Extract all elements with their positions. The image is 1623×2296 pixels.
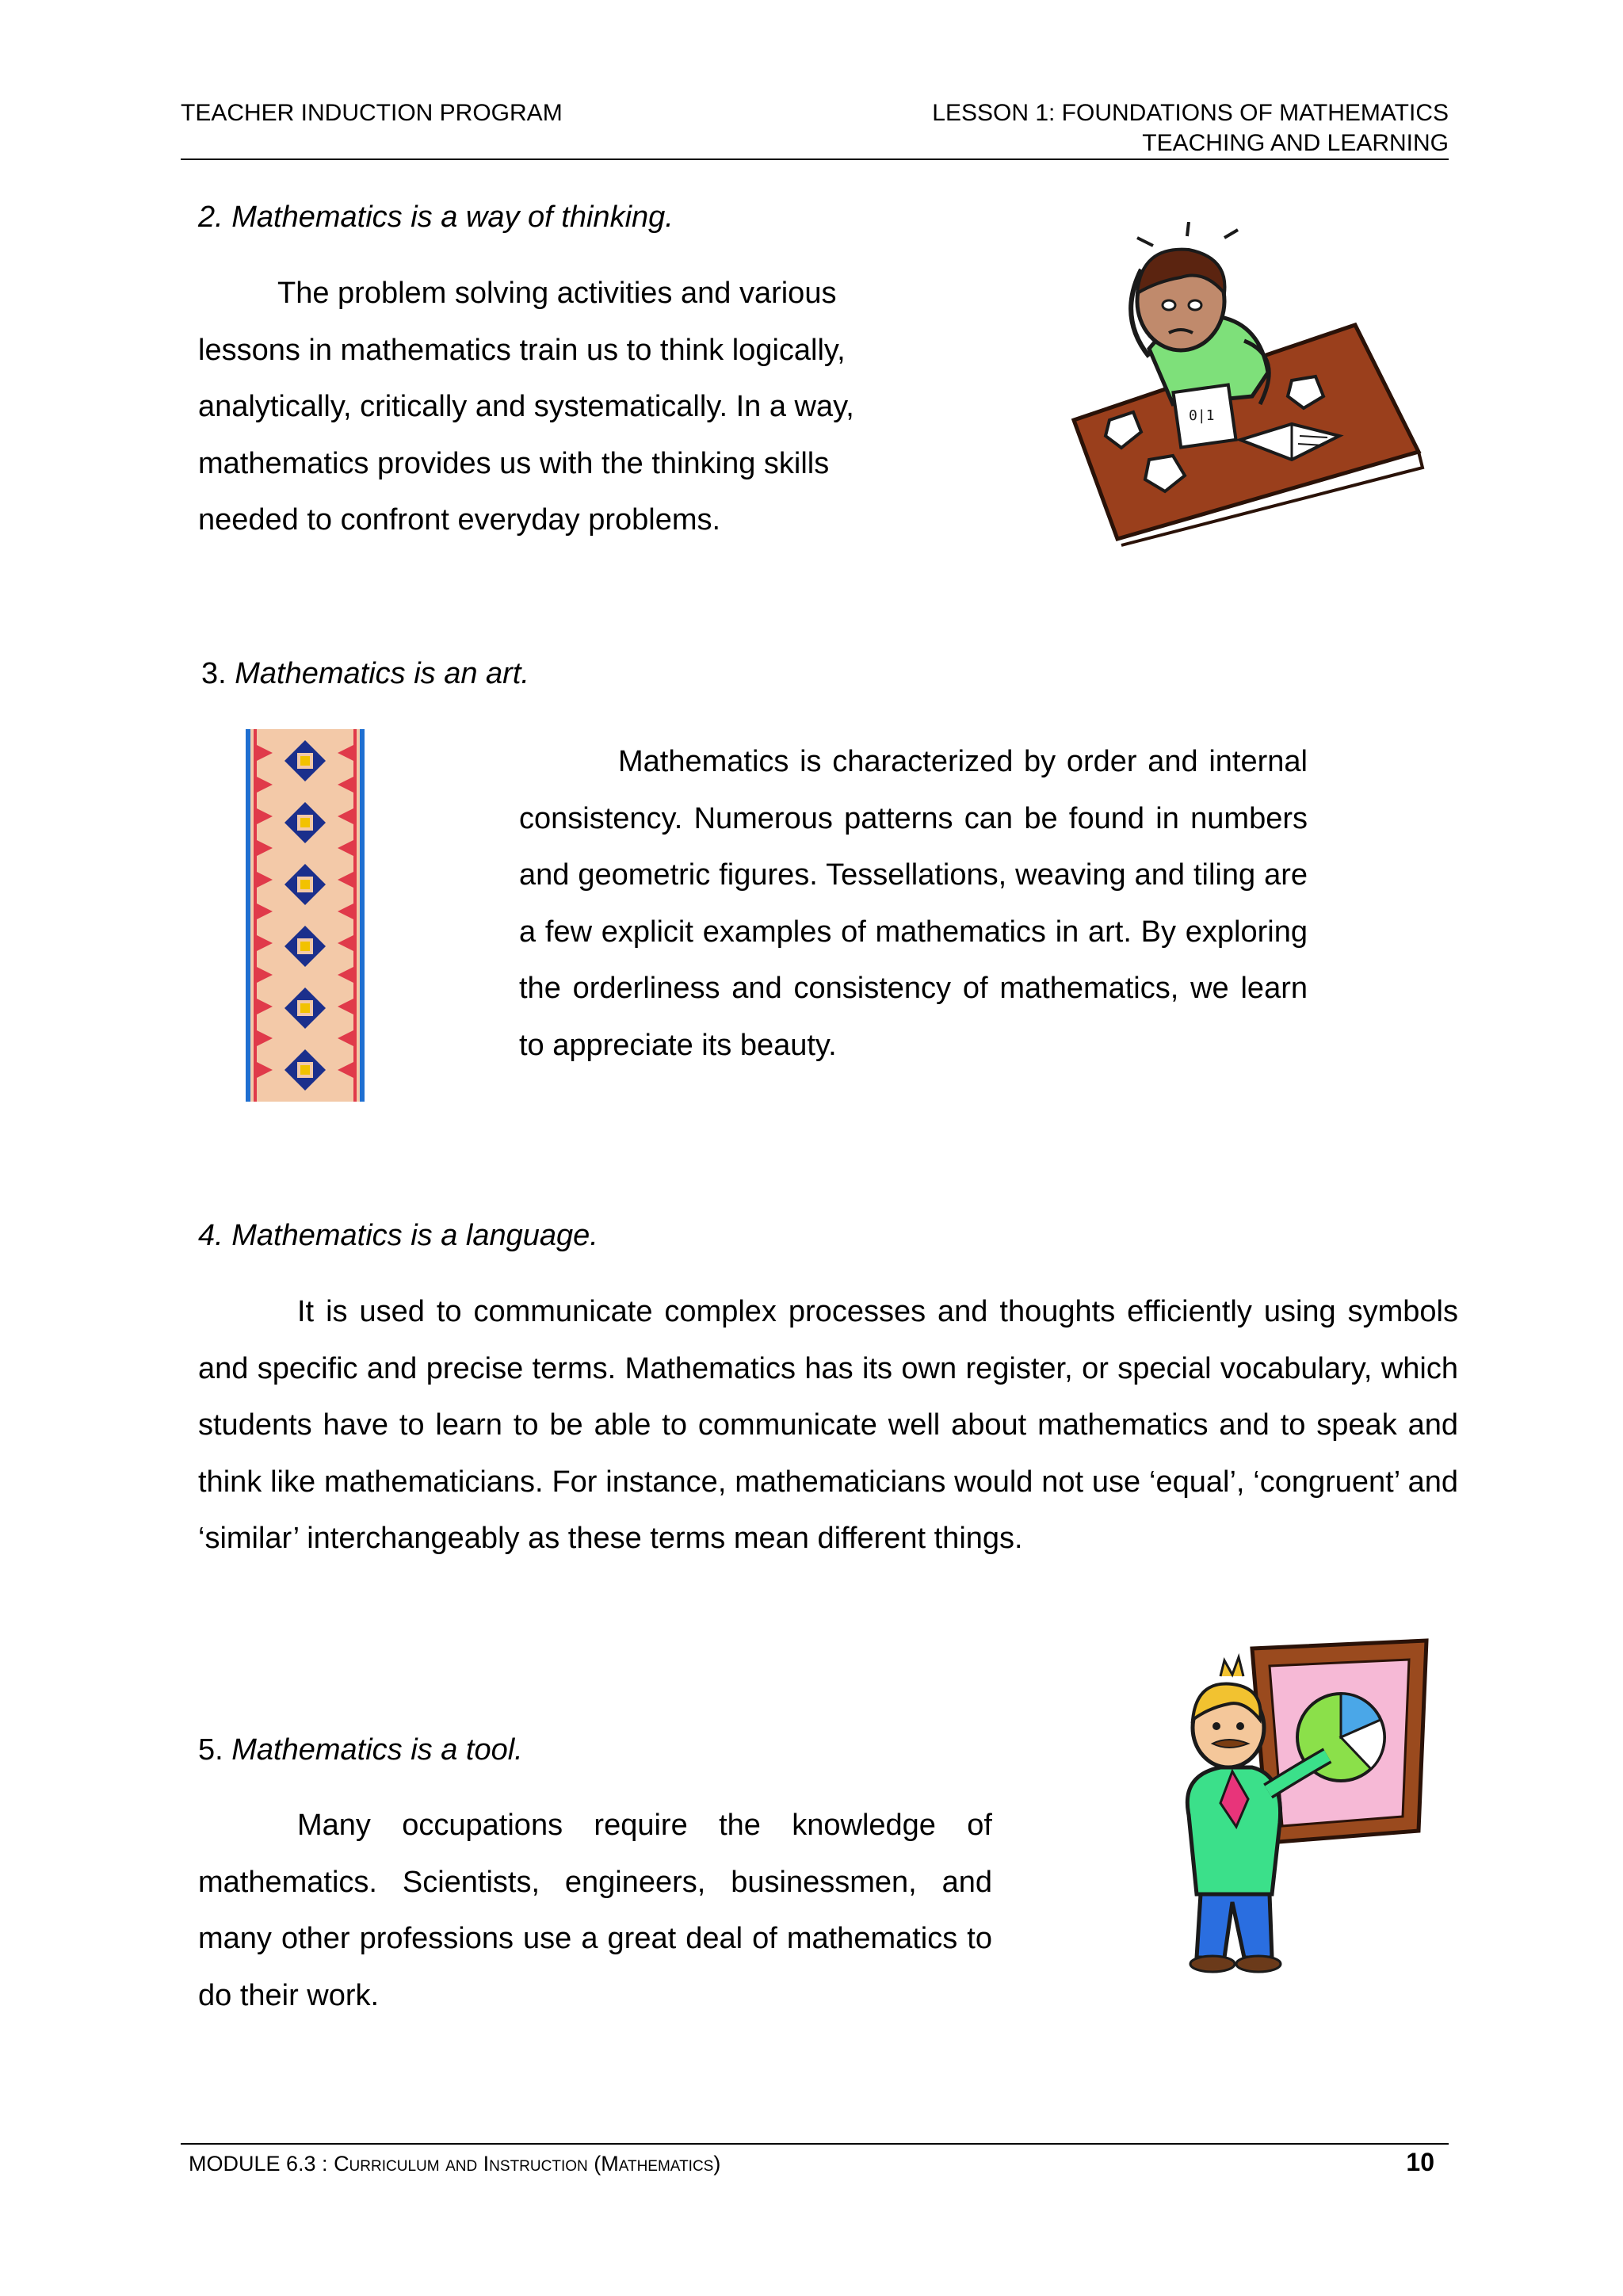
- teacher-pie-chart-icon: [1133, 1633, 1434, 1981]
- svg-text:0|1: 0|1: [1189, 407, 1215, 424]
- section-2-line: lessons in mathematics train us to think logically,: [198, 333, 846, 367]
- section-2-line: analytically, critically and systematically. In a way,: [198, 390, 854, 423]
- header-right-line1: LESSON 1: FOUNDATIONS OF MATHEMATICS: [932, 100, 1449, 126]
- section-2-body: [198, 266, 975, 549]
- section-2-line: mathematics provides us with the thinking skills: [198, 446, 830, 480]
- woven-pattern-icon: [246, 729, 365, 1102]
- footer-rule: [181, 2143, 1449, 2145]
- section-5-body: Many occupations require the knowledge of mathematics. Scientists, engineers, businessmen, and many other professions use a great deal of mathematics to do their work.: [198, 1809, 992, 2012]
- section-3-body: Mathematics is characterized by order and internal consistency. Numerous patterns can be found in numbers and geometric figures. Tessellations, weaving and tiling are a few explicit examples of mathematics in art. By exploring the orderliness and consistency of mathematics, we learn to appreciate its beauty.: [519, 745, 1308, 1062]
- thinking-student-icon: [1062, 222, 1426, 547]
- section-4-heading: 4. Mathematics is a language.: [198, 1219, 598, 1252]
- section-2-line: The problem solving activities and various: [277, 277, 837, 310]
- header-right: [932, 98, 1449, 159]
- section-2-line: needed to confront everyday problems.: [198, 503, 721, 537]
- section-2-heading: 2. Mathematics is a way of thinking.: [198, 201, 674, 234]
- page-number: 10: [1406, 2148, 1434, 2176]
- section-4-body: It is used to communicate complex processes and thoughts efficiently using symbols and specific and precise terms. Mathematics has its own register, or special vocabulary, which students have to learn to be able to communicate well about mathematics and to speak and think like mathematicians. For instance, mathematicians would not use ‘equal’, ‘congruent’ and ‘similar’ interchangeably as these terms mean different things.: [198, 1295, 1458, 1555]
- header-right-line2: TEACHING AND LEARNING: [1142, 130, 1449, 156]
- section-3-heading: 3. Mathematics is an art.: [201, 657, 529, 690]
- footer-module: MODULE 6.3 : Curriculum and Instruction (Mathematics): [189, 2152, 721, 2176]
- header-left: TEACHER INDUCTION PROGRAM: [181, 100, 563, 126]
- header-rule: [181, 159, 1449, 160]
- section-5-heading: 5. Mathematics is a tool.: [198, 1733, 523, 1767]
